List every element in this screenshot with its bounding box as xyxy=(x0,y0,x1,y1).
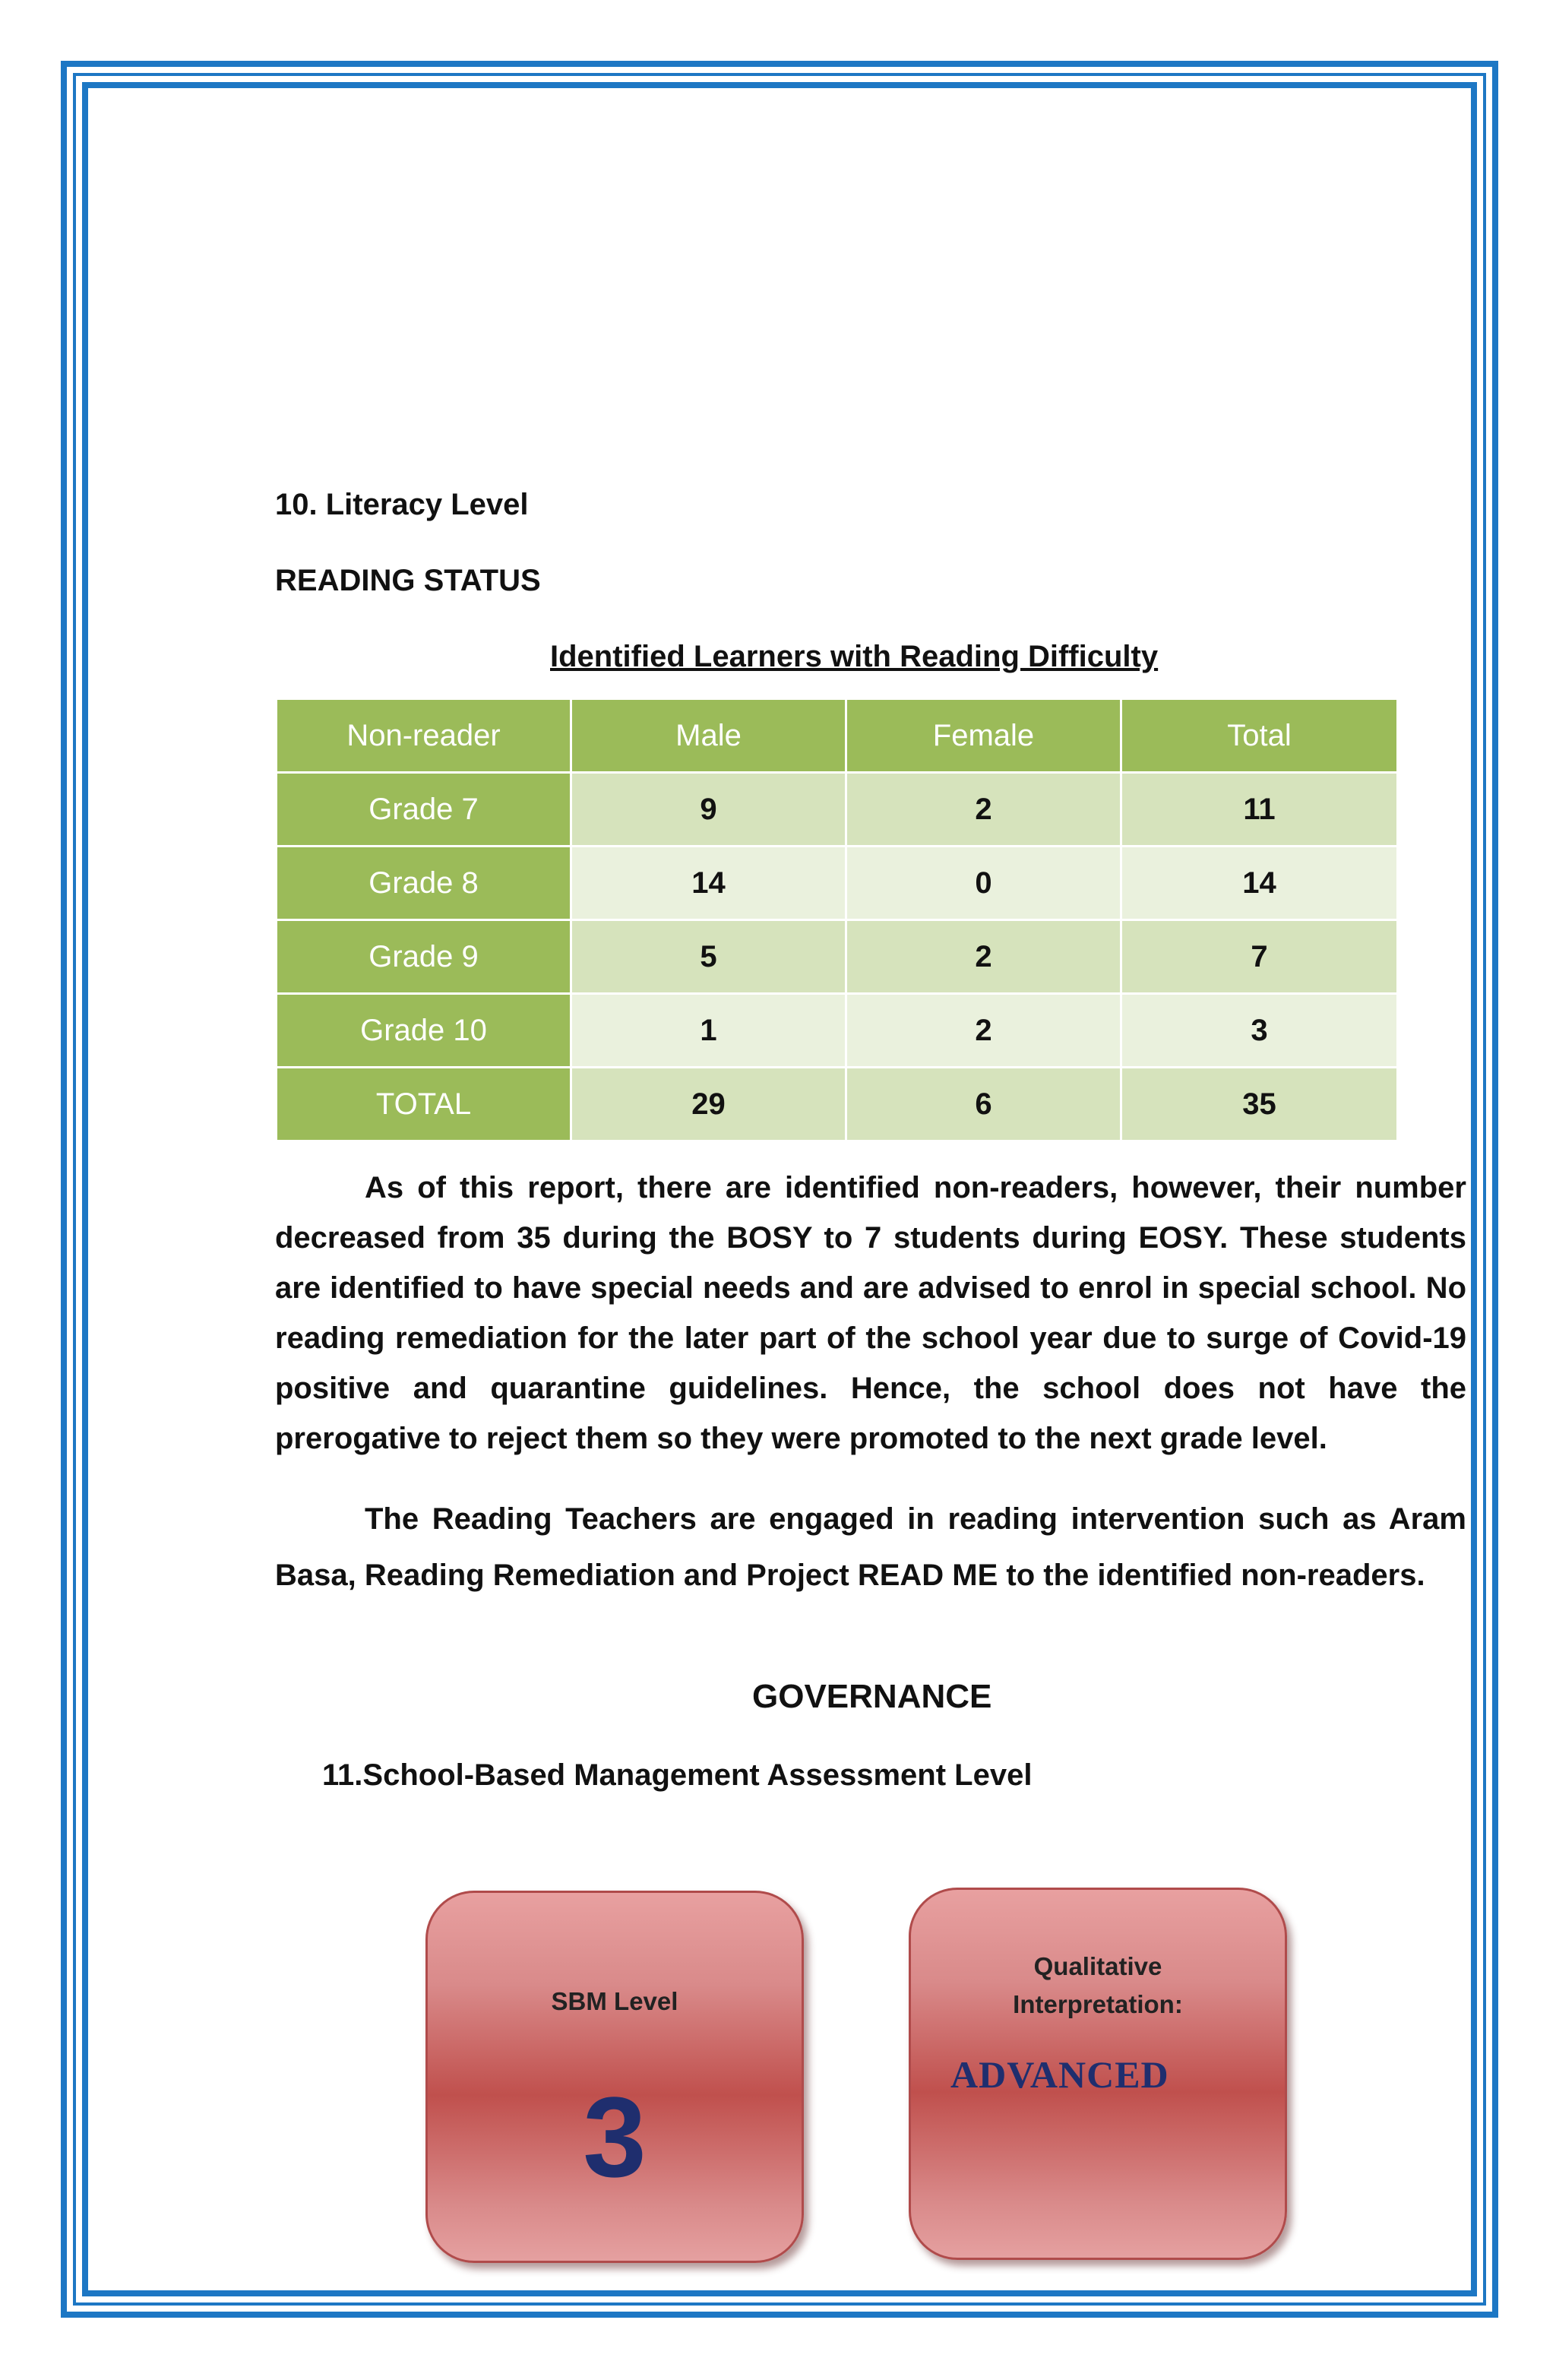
qualitative-interpretation-box xyxy=(909,1888,1287,2260)
header-female: Female xyxy=(846,699,1121,773)
cell-male: 5 xyxy=(571,920,846,994)
paragraph-non-readers: As of this report, there are identified non-readers, however, their number decreased from 35 during the BOSY to 7 students during EOSY. These students are identified to have special needs and are advised to enrol in special school. No reading remediation for the later part of the school year due to surge of Covid-19 positive and quarantine guidelines. Hence, the school does not have the prerogative to reject them so they were promoted to the next grade level. xyxy=(275,1171,1466,1455)
sbm-level-value: 3 xyxy=(583,2073,647,2201)
table-row xyxy=(277,920,1398,994)
header-male: Male xyxy=(571,699,846,773)
qualitative-label-line2: Interpretation: xyxy=(1013,1990,1183,2018)
table-total-row xyxy=(277,1068,1398,1141)
row-label: Grade 10 xyxy=(277,994,571,1068)
cell-male: 9 xyxy=(571,773,846,847)
subsection-title: READING STATUS xyxy=(275,564,541,597)
cell-female: 2 xyxy=(846,773,1121,847)
cell-total: 14 xyxy=(1121,847,1398,920)
cell-total: 11 xyxy=(1121,773,1398,847)
table-caption: Identified Learners with Reading Difficulty xyxy=(550,640,1159,673)
header-total: Total xyxy=(1121,699,1398,773)
governance-title: GOVERNANCE xyxy=(752,1678,992,1715)
table-row xyxy=(277,994,1398,1068)
cell-female: 2 xyxy=(846,994,1121,1068)
table-header-row xyxy=(277,699,1398,773)
section-title: 10. Literacy Level xyxy=(275,488,529,521)
cell-female: 6 xyxy=(846,1068,1121,1141)
cell-total: 3 xyxy=(1121,994,1398,1068)
row-label: Grade 9 xyxy=(277,920,571,994)
qualitative-interpretation-label xyxy=(911,1948,1285,2024)
reading-difficulty-table xyxy=(275,698,1399,1142)
sbm-section-title: 11.School-Based Management Assessment Level xyxy=(322,1758,1033,1792)
qualitative-label-line1: Qualitative xyxy=(1033,1952,1162,1980)
table-row xyxy=(277,773,1398,847)
cell-female: 0 xyxy=(846,847,1121,920)
cell-male: 29 xyxy=(571,1068,846,1141)
cell-male: 14 xyxy=(571,847,846,920)
row-label: Grade 7 xyxy=(277,773,571,847)
row-label: Grade 8 xyxy=(277,847,571,920)
table-row xyxy=(277,847,1398,920)
cell-male: 1 xyxy=(571,994,846,1068)
paragraph-reading-intervention: The Reading Teachers are engaged in reading intervention such as Aram Basa, Reading Remediation and Project READ ME to the identified non-readers. xyxy=(275,1502,1466,1592)
cell-total: 7 xyxy=(1121,920,1398,994)
header-non-reader: Non-reader xyxy=(277,699,571,773)
sbm-level-box xyxy=(425,1891,804,2263)
sbm-level-label: SBM Level xyxy=(551,1987,678,2015)
cell-female: 2 xyxy=(846,920,1121,994)
cell-total: 35 xyxy=(1121,1068,1398,1141)
qualitative-interpretation-value: ADVANCED xyxy=(950,2053,1169,2096)
row-label: TOTAL xyxy=(277,1068,571,1141)
